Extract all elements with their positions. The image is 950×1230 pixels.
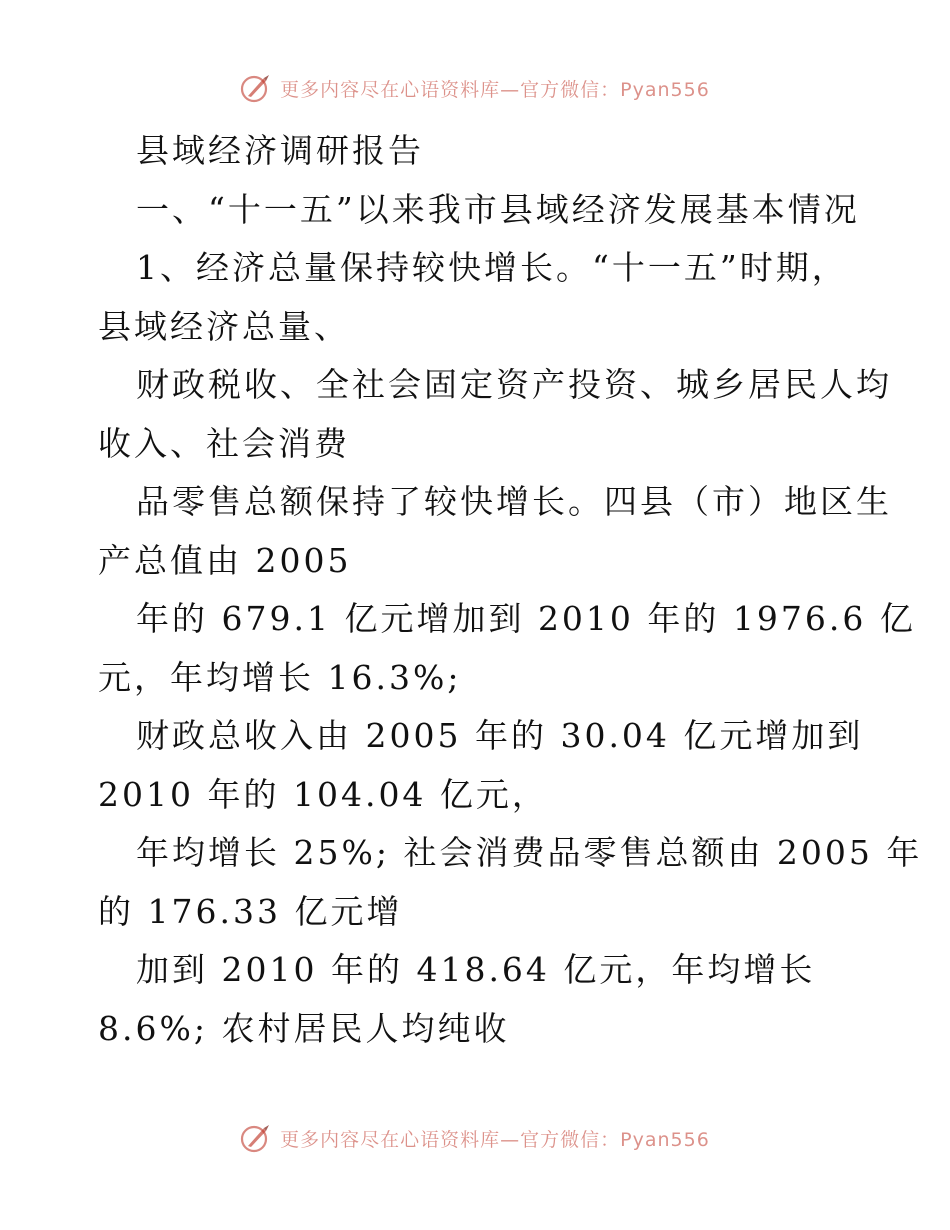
- paragraph-line: 财政税收、全社会固定资产投资、城乡居民人均: [136, 365, 892, 404]
- paragraph-line: 2010 年的 104.04 亿元，: [98, 774, 548, 814]
- paragraph-line: 财政总收入由 2005 年的 30.04 亿元增加到: [136, 716, 864, 755]
- paragraph-line: 年的 679.1 亿元增加到 2010 年的 1976.6 亿: [136, 599, 916, 638]
- paragraph-line: 收入、社会消费: [98, 423, 350, 463]
- quill-logo-icon: [240, 1122, 272, 1154]
- quill-logo-icon: [240, 72, 272, 104]
- document-body: [98, 122, 923, 1058]
- watermark-text: 更多内容尽在心语资料库—官方微信：Pyan556: [280, 78, 710, 101]
- watermark-header: [0, 72, 950, 104]
- paragraph-line: 1、经济总量保持较快增长。“十一五”时期，: [136, 248, 848, 287]
- document-title: 县域经济调研报告: [136, 131, 424, 170]
- paragraph-line: 品零售总额保持了较快增长。四县（市）地区生: [136, 482, 892, 521]
- paragraph-line: 元，年均增长 16.3%;: [98, 657, 462, 697]
- watermark-text: 更多内容尽在心语资料库—官方微信：Pyan556: [280, 1128, 710, 1151]
- paragraph-line: 的 176.33 亿元增: [98, 891, 403, 931]
- paragraph-line: 加到 2010 年的 418.64 亿元，年均增长: [136, 950, 816, 989]
- paragraph-line: 县域经济总量、: [98, 306, 350, 346]
- watermark-footer: [0, 1122, 950, 1154]
- paragraph-line: 年均增长 25%; 社会消费品零售总额由 2005 年: [136, 833, 923, 872]
- paragraph-line: 产总值由 2005: [98, 540, 352, 580]
- paragraph-line: 8.6%; 农村居民人均纯收: [98, 1008, 510, 1048]
- section-heading: 一、“十一五”以来我市县域经济发展基本情况: [136, 189, 860, 229]
